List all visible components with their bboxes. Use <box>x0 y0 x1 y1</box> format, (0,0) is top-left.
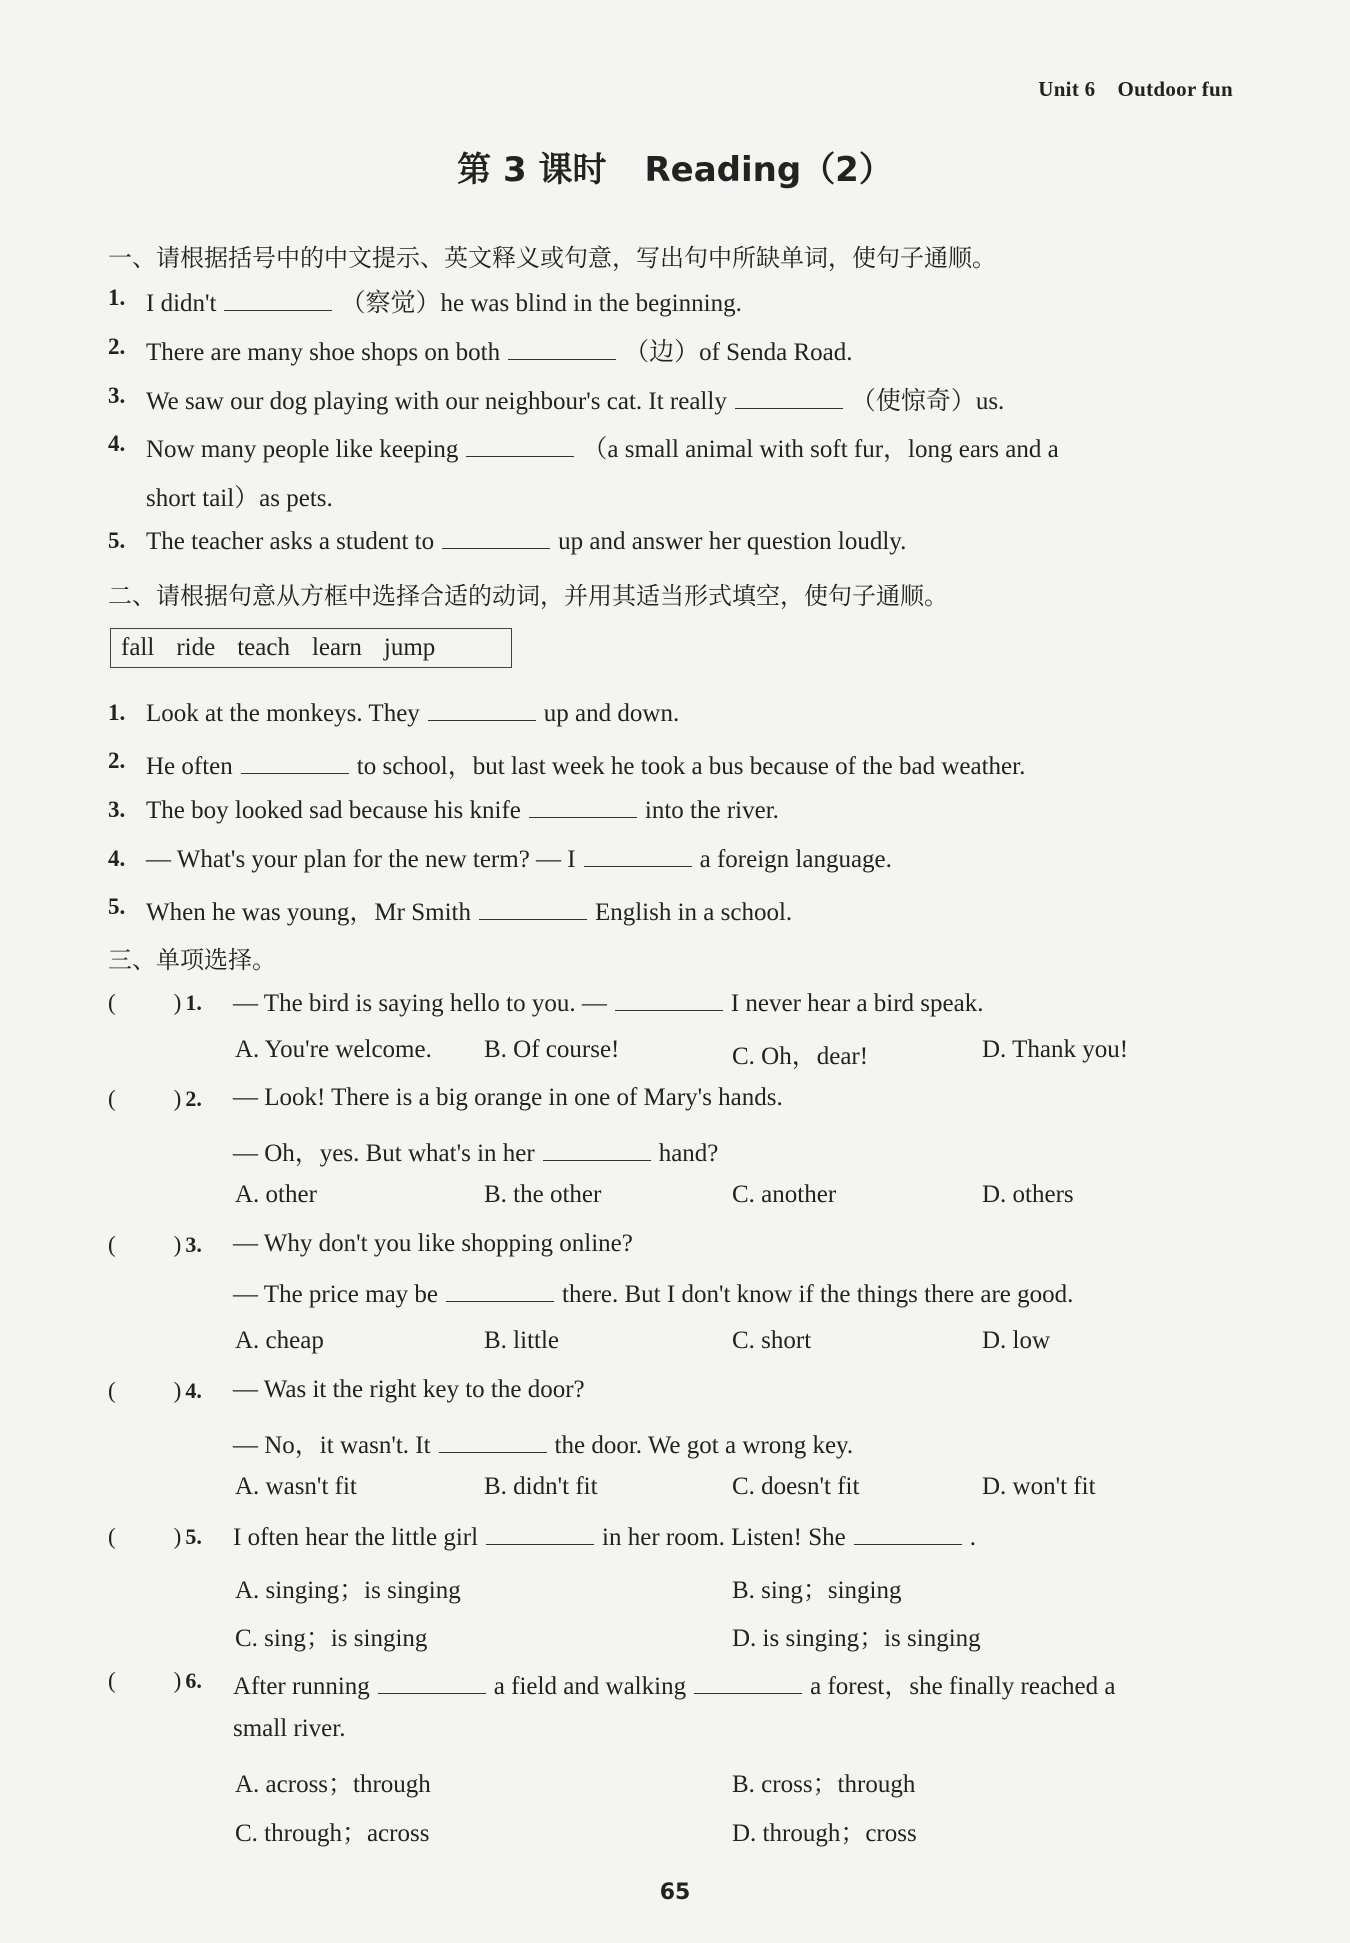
answer-blank[interactable] <box>442 526 550 549</box>
s2-item4 <box>146 844 892 874</box>
answer-blank[interactable] <box>735 386 843 409</box>
page-number: 65 <box>659 1880 691 1905</box>
q6-option-b[interactable]: B. cross；through <box>732 1771 916 1798</box>
answer-blank[interactable] <box>486 1522 594 1545</box>
page-header <box>1038 77 1233 102</box>
answer-blank[interactable] <box>466 434 574 457</box>
s1-item4-text-a: Now many people like keeping <box>146 436 459 463</box>
section1-heading: 一、请根据括号中的中文提示、英文释义或句意，写出句中所缺单词，使句子通顺。 <box>108 244 996 272</box>
s1-item5 <box>146 526 906 556</box>
s1-item2 <box>146 332 853 368</box>
q4-option-c[interactable]: C. doesn't fit <box>732 1473 860 1500</box>
unit-label: Unit 6 <box>1038 77 1096 101</box>
q3-number: 3. <box>185 1232 202 1257</box>
q2-number: 2. <box>185 1086 202 1111</box>
s2-item1 <box>146 698 679 728</box>
s1-item2-text-b: （边）of Senda Road. <box>624 339 853 366</box>
lesson-label: 第 3 课时 <box>457 150 607 190</box>
q5-option-c[interactable]: C. sing；is singing <box>235 1625 428 1652</box>
q2-stem-line2: — Oh，yes. But what's in her hand? <box>233 1140 719 1167</box>
s1-item3 <box>146 381 1004 417</box>
s1-item2-text-a: There are many shoe shops on both <box>146 339 501 366</box>
s1-item4-number: 4. <box>108 431 126 456</box>
q5-answer-bracket[interactable]: ( ) 5. <box>108 1524 202 1549</box>
q6-option-d[interactable]: D. through；cross <box>732 1820 917 1847</box>
q5-number: 5. <box>185 1524 202 1549</box>
s1-item4-continued: short tail）as pets. <box>146 485 333 512</box>
q6-option-a[interactable]: A. across；through <box>235 1771 431 1798</box>
s1-item2-number: 2. <box>108 334 126 359</box>
lesson-name: Reading（2） <box>644 150 893 190</box>
s2-item1-text-a: Look at the monkeys. They <box>146 700 420 727</box>
q1-number: 1. <box>185 990 202 1015</box>
s2-item2 <box>146 746 1025 782</box>
q4-number: 4. <box>185 1378 202 1403</box>
s2-item2-text-b: to school，but last week he took a bus because of the bad weather. <box>356 753 1026 780</box>
answer-blank[interactable] <box>543 1138 651 1161</box>
q3-option-a[interactable]: A. cheap <box>235 1327 324 1354</box>
s2-item5-text-b: English in a school. <box>594 899 793 926</box>
answer-blank[interactable] <box>584 844 692 867</box>
q4-stem-line1: — Was it the right key to the door? <box>233 1376 585 1403</box>
q4-option-b[interactable]: B. didn't fit <box>484 1473 598 1500</box>
answer-blank[interactable] <box>428 698 536 721</box>
q6-stem-line1: After running a field and walking a forest，she finally reached a <box>233 1673 1116 1700</box>
s1-item4 <box>146 429 1059 465</box>
word-option: learn <box>311 634 362 661</box>
q6-number: 6. <box>185 1668 202 1693</box>
answer-blank[interactable] <box>854 1522 962 1545</box>
word-option: teach <box>237 634 290 661</box>
q2-option-a[interactable]: A. other <box>235 1181 317 1208</box>
q4-option-d[interactable]: D. won't fit <box>982 1473 1096 1500</box>
s2-item4-number: 4. <box>108 846 126 871</box>
word-option: jump <box>383 634 436 661</box>
s1-item3-number: 3. <box>108 383 126 408</box>
s1-item4-text-b: （a small animal with soft fur，long ears and a <box>582 436 1059 463</box>
s1-item5-text-b: up and answer her question loudly. <box>558 528 907 555</box>
q1-answer-bracket[interactable]: ( ) 1. <box>108 990 202 1015</box>
q1-option-b[interactable]: B. Of course! <box>484 1036 620 1063</box>
q2-answer-bracket[interactable]: ( ) 2. <box>108 1086 202 1111</box>
q5-stem: I often hear the little girl in her room. Listen! She . <box>233 1524 976 1551</box>
unit-topic: Outdoor fun <box>1117 77 1233 101</box>
q5-option-a[interactable]: A. singing；is singing <box>235 1577 461 1604</box>
word-option: ride <box>176 634 216 661</box>
q1-option-c[interactable]: C. Oh，dear! <box>732 1043 869 1070</box>
word-option: fall <box>121 634 155 661</box>
q3-option-c[interactable]: C. short <box>732 1327 812 1354</box>
s2-item1-text-b: up and down. <box>543 700 680 727</box>
section3-heading: 三、单项选择。 <box>108 946 276 974</box>
s1-item3-text-b: （使惊奇）us. <box>850 388 1005 415</box>
s1-item5-number: 5. <box>108 528 126 553</box>
s1-item5-text-a: The teacher asks a student to <box>146 528 435 555</box>
s1-item3-text-a: We saw our dog playing with our neighbour's cat. It really <box>146 388 727 415</box>
q2-stem-line1: — Look! There is a big orange in one of Mary's hands. <box>233 1084 783 1111</box>
answer-blank[interactable] <box>615 988 723 1011</box>
q2-option-c[interactable]: C. another <box>732 1181 837 1208</box>
q1-stem: — The bird is saying hello to you. — I never hear a bird speak. <box>233 990 984 1017</box>
s2-item2-text-a: He often <box>146 753 233 780</box>
s2-item1-number: 1. <box>108 700 126 725</box>
s2-item5-text-a: When he was young，Mr Smith <box>146 899 471 926</box>
q6-option-c[interactable]: C. through；across <box>235 1820 430 1847</box>
q2-option-d[interactable]: D. others <box>982 1181 1074 1208</box>
q3-answer-bracket[interactable]: ( ) 3. <box>108 1232 202 1257</box>
q1-option-d[interactable]: D. Thank you! <box>982 1036 1129 1063</box>
q1-option-a[interactable]: A. You're welcome. <box>235 1036 432 1063</box>
q6-stem-line2: small river. <box>233 1715 346 1742</box>
s2-item3 <box>146 795 779 825</box>
section2-heading: 二、请根据句意从方框中选择合适的动词，并用其适当形式填空，使句子通顺。 <box>108 582 948 610</box>
answer-blank[interactable] <box>694 1671 802 1694</box>
s1-item1-text-a: I didn't <box>146 290 217 317</box>
s2-item2-number: 2. <box>108 748 126 773</box>
q4-option-a[interactable]: A. wasn't fit <box>235 1473 357 1500</box>
s2-item5 <box>146 892 792 928</box>
answer-blank[interactable] <box>378 1671 486 1694</box>
q4-answer-bracket[interactable]: ( ) 4. <box>108 1378 202 1403</box>
s2-item3-text-a: The boy looked sad because his knife <box>146 797 521 824</box>
s2-item4-text-a: — What's your plan for the new term? — I <box>146 846 576 873</box>
page-title <box>0 142 1350 191</box>
q3-stem-line2: — The price may be there. But I don't know if the things there are good. <box>233 1281 1074 1308</box>
s2-item4-text-b: a foreign language. <box>699 846 892 873</box>
s1-item1-text-b: （察觉）he was blind in the beginning. <box>340 290 742 317</box>
q5-option-d[interactable]: D. is singing；is singing <box>732 1625 981 1652</box>
word-box <box>110 628 512 668</box>
q4-stem-line2: — No，it wasn't. It the door. We got a wrong key. <box>233 1432 854 1459</box>
answer-blank[interactable] <box>508 337 616 360</box>
answer-blank[interactable] <box>241 751 349 774</box>
answer-blank[interactable] <box>479 897 587 920</box>
s2-item3-text-b: into the river. <box>644 797 779 824</box>
q3-stem-line1: — Why don't you like shopping online? <box>233 1230 633 1257</box>
answer-blank[interactable] <box>529 795 637 818</box>
s1-item1 <box>146 283 742 319</box>
q2-option-b[interactable]: B. the other <box>484 1181 602 1208</box>
s1-item1-number: 1. <box>108 285 126 310</box>
s2-item3-number: 3. <box>108 797 126 822</box>
q3-option-b[interactable]: B. little <box>484 1327 559 1354</box>
answer-blank[interactable] <box>439 1430 547 1453</box>
q5-option-b[interactable]: B. sing；singing <box>732 1577 902 1604</box>
q6-answer-bracket[interactable]: ( ) 6. <box>108 1668 202 1693</box>
s2-item5-number: 5. <box>108 894 126 919</box>
q3-option-d[interactable]: D. low <box>982 1327 1051 1354</box>
answer-blank[interactable] <box>224 288 332 311</box>
answer-blank[interactable] <box>446 1279 554 1302</box>
